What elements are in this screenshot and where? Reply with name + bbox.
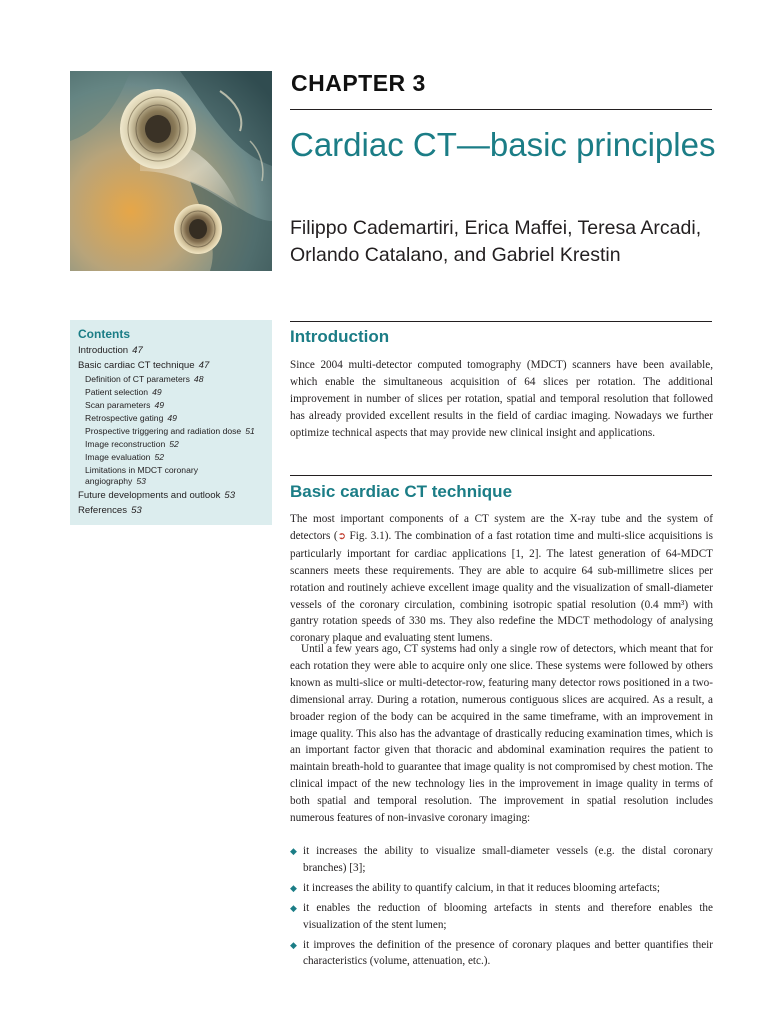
basic-technique-paragraph-2: Until a few years ago, CT systems had only a single row of detectors, which meant that for each rotation they were able to acquire only one slice. These systems were followed by others known as multi-slice or multi-detector-row, featuring many detector rows positioned in a two-dimensional array. During a rotation, numerous contiguous slices are acquired. As a result, a broader region of the body can be acquired in the same timeframe, with an improvement in image quality. This also has the advantage of drastically reducing examination times, which is an important factor given that thoracic and abdominal examination requires the patient to maintain breath-hold to guarantee that image quality is not compromised by chest motion. The clinical impact of the new technology lies in the improvement in image quality in terms of both spatial and temporal resolution. The improvement in spatial resolution includes numerous features of non-invasive coronary imaging: xyxy=(290,643,713,825)
toc-item-basic-technique[interactable] xyxy=(78,360,209,371)
list-item xyxy=(290,937,713,971)
toc-label: Image evaluation xyxy=(85,452,151,462)
toc-page: 49 xyxy=(154,400,165,410)
endoluminal-ct-image xyxy=(70,71,272,271)
introduction-heading: Introduction xyxy=(290,327,390,346)
list-item xyxy=(290,900,713,934)
list-item-text: it improves the definition of the presence of coronary plaques and better quantifies their characteristics (volume, attenuation, etc.). xyxy=(303,938,713,968)
toc-label: References xyxy=(78,505,128,516)
diamond-bullet-icon: ◆ xyxy=(290,902,297,913)
toc-page: 47 xyxy=(198,360,210,371)
list-item-text: it increases the ability to quantify calcium, in that it reduces blooming artefacts; xyxy=(303,881,660,894)
chapter-label: CHAPTER 3 xyxy=(291,70,426,96)
toc-item-limitations-cont[interactable] xyxy=(85,476,146,486)
toc-label: Patient selection xyxy=(85,387,149,397)
list-item xyxy=(290,843,713,877)
basic-technique-heading: Basic cardiac CT technique xyxy=(290,482,513,501)
paragraph-text: The most important components of a CT system are the X-ray tube and the system of detectors ( xyxy=(290,513,713,542)
basic-technique-rule xyxy=(290,475,712,476)
cross-reference-arrow-icon[interactable]: ➲ xyxy=(337,530,347,542)
toc-item-scan-parameters[interactable] xyxy=(85,400,164,410)
chapter-title: Cardiac CT—basic principles xyxy=(290,126,716,163)
toc-page: 51 xyxy=(245,426,255,436)
toc-page: 49 xyxy=(167,413,177,423)
toc-label: Future developments and outlook xyxy=(78,490,221,501)
paragraph-text: Fig. 3.1). The combination of a fast rotation time and multi-slice acquisitions is particularly important for cardiac applications [1, 2]. The latest generation of 64-MDCT scanners meets these requirements. They are able to acquire 64 sub-millimetre slices per rotation and routinely achieve excellent image quality and the visualization of small-diameter vessels of the coronary circulation, combining isotropic spatial resolution (0.4 mm³) with gantry rotation speeds of 330 ms. They also redefine the MDCT methodology of analysing coronary plaque and evaluating stent lumens. xyxy=(290,529,714,645)
list-item-text: it increases the ability to visualize small-diameter vessels (e.g. the distal coronary branches) [3]; xyxy=(303,845,713,874)
toc-item-definition[interactable] xyxy=(85,374,203,384)
toc-page: 53 xyxy=(224,490,236,501)
toc-page: 53 xyxy=(131,505,142,516)
toc-item-future-developments[interactable] xyxy=(78,490,235,501)
toc-label: Introduction xyxy=(78,345,129,356)
toc-item-image-evaluation[interactable] xyxy=(85,452,164,462)
introduction-paragraph: Since 2004 multi-detector computed tomography (MDCT) scanners have been available, which enable the simultaneous acquisition of 64 slices per rotation. The additional improvement in number of slices per rotation, spatial and temporal resolution that followed has already provided excellent results in the field of cardiac imaging. Nowadays we further optimize technical aspects that may provide new clinical insight and applications. xyxy=(290,359,713,439)
toc-page: 52 xyxy=(154,452,165,462)
diamond-bullet-icon: ◆ xyxy=(290,846,297,856)
list-item-text: it enables the reduction of blooming artefacts in stents and therefore enables the visualization of the stent lumen; xyxy=(303,901,713,931)
toc-page: 49 xyxy=(152,387,162,397)
toc-label: Scan parameters xyxy=(85,400,151,410)
toc-item-introduction[interactable] xyxy=(78,345,143,356)
toc-label: Image reconstruction xyxy=(85,439,166,449)
toc-label: Prospective triggering and radiation dose xyxy=(85,426,242,436)
toc-label: Basic cardiac CT technique xyxy=(78,360,195,371)
toc-label: Retrospective gating xyxy=(85,413,164,423)
chapter-image xyxy=(70,71,272,271)
chapter-rule xyxy=(290,109,712,110)
toc-page: 53 xyxy=(136,476,146,486)
diamond-bullet-icon: ◆ xyxy=(290,939,297,950)
feature-bullet-list xyxy=(290,843,713,973)
toc-label: Limitations in MDCT coronary xyxy=(85,465,199,475)
toc-item-prospective-triggering[interactable] xyxy=(85,426,255,436)
toc-item-image-reconstruction[interactable] xyxy=(85,439,179,449)
toc-page: 52 xyxy=(169,439,179,449)
toc-item-patient-selection[interactable] xyxy=(85,387,162,397)
diamond-bullet-icon: ◆ xyxy=(290,882,297,893)
basic-technique-paragraph-1 xyxy=(290,511,713,647)
toc-page: 47 xyxy=(132,345,143,356)
toc-label: angiography xyxy=(85,476,133,486)
toc-label: Definition of CT parameters xyxy=(85,374,190,384)
list-item xyxy=(290,880,713,897)
toc-page: 48 xyxy=(193,374,204,384)
toc-item-limitations[interactable] xyxy=(85,465,198,475)
contents-heading: Contents xyxy=(78,327,130,341)
contents-box xyxy=(70,320,272,525)
toc-item-references[interactable] xyxy=(78,505,142,516)
chapter-authors: Filippo Cademartiri, Erica Maffei, Teresa Arcadi, Orlando Catalano, and Gabriel Krestin xyxy=(290,217,702,266)
toc-item-retrospective-gating[interactable] xyxy=(85,413,177,423)
introduction-rule xyxy=(290,321,712,322)
